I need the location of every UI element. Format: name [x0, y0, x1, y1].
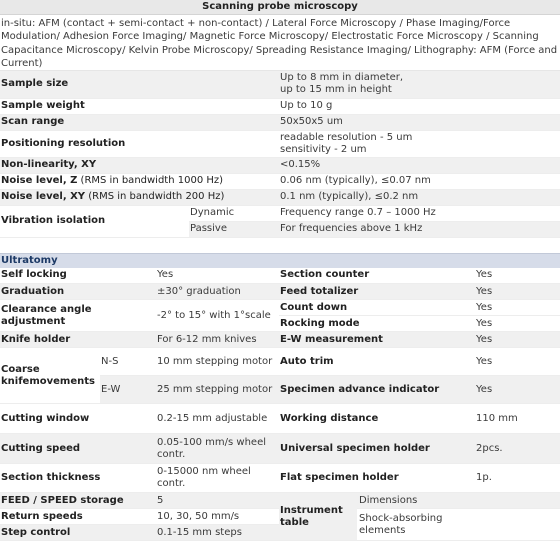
- spec-label: Section counter: [279, 268, 474, 284]
- spec-label: Instrument table: [279, 493, 357, 541]
- spec-label: Noise level, XY (RMS in bandwidth 200 Hz): [0, 189, 278, 205]
- spec-label: Feed totalizer: [279, 284, 474, 300]
- spec-value: Yes: [474, 284, 560, 300]
- spec-label: Positioning resolution: [0, 130, 278, 157]
- spec-label: Count down: [279, 300, 474, 316]
- spec-label: Sample size: [0, 71, 278, 98]
- spec-value: For frequencies above 1 kHz: [278, 221, 560, 237]
- page-title: Scanning probe microscopy: [0, 0, 560, 15]
- spec-value: 0.06 nm (typically), ≤0.07 nm: [278, 173, 560, 189]
- spec-label: Step control: [0, 525, 155, 541]
- spec-value: Yes: [474, 332, 560, 348]
- spec-sublabel: Dimensions: [357, 493, 474, 509]
- spec-value: For 6-12 mm knives: [155, 332, 279, 348]
- spec-label: Cutting window: [0, 404, 155, 434]
- spec-label: Universal specimen holder: [279, 434, 474, 464]
- spec-label: Coarse knifemovements: [0, 348, 100, 404]
- spec-value: 0.1-15 mm steps: [155, 525, 279, 541]
- spec-value: 10, 30, 50 mm/s: [155, 509, 279, 525]
- spec-label: Clearance angle adjustment: [0, 300, 155, 332]
- section-heading-ultratomy: Ultratomy: [0, 253, 560, 268]
- spec-value: 0.2-15 mm adjustable: [155, 404, 279, 434]
- spec-sublabel: N-S: [100, 348, 155, 376]
- spec-value: Yes: [155, 268, 279, 284]
- spec-sublabel: Dynamic: [189, 205, 278, 221]
- spec-label: Specimen advance indicator: [279, 376, 474, 404]
- spec-value: Up to 8 mm in diameter, up to 15 mm in height: [278, 71, 560, 98]
- spec-sublabel: Passive: [189, 221, 278, 237]
- spec-value: 0-15000 nm wheel contr.: [155, 464, 279, 493]
- spec-value: 0.1 nm (typically), ≤0.2 nm: [278, 189, 560, 205]
- spec-label: Working distance: [279, 404, 474, 434]
- spec-label: Scan range: [0, 114, 278, 130]
- spec-label: Non-linearity, XY: [0, 157, 278, 173]
- spec-value: [474, 509, 560, 541]
- spm-spec-table: [0, 71, 560, 238]
- spec-value: 1p.: [474, 464, 560, 493]
- spec-value: 2pcs.: [474, 434, 560, 464]
- spec-label: Sample weight: [0, 98, 278, 114]
- spec-label: Return speeds: [0, 509, 155, 525]
- spec-label: Auto trim: [279, 348, 474, 376]
- spec-value: Yes: [474, 300, 560, 316]
- spec-sublabel: Shock-absorbing elements: [357, 509, 474, 541]
- spec-value: Yes: [474, 376, 560, 404]
- spec-value: [474, 493, 560, 509]
- spec-sublabel: E-W: [100, 376, 155, 404]
- spec-label: Flat specimen holder: [279, 464, 474, 493]
- spec-value: readable resolution - 5 um sensitivity - 2 um: [278, 130, 560, 157]
- spec-value: <0.15%: [278, 157, 560, 173]
- spec-value: Yes: [474, 316, 560, 332]
- spec-value: 5: [155, 493, 279, 509]
- spec-label: Vibration isolation: [0, 205, 189, 237]
- spec-value: 50x50x5 um: [278, 114, 560, 130]
- spec-label: Cutting speed: [0, 434, 155, 464]
- spec-label: FEED / SPEED storage: [0, 493, 155, 509]
- spec-label: E-W measurement: [279, 332, 474, 348]
- intro-text: in-situ: AFM (contact + semi-contact + non-contact) / Lateral Force Microscopy / Phase Imaging/Force Modulation/ Adhesion Force Imaging/ Magnetic Force Microscopy/ Electrostatic Force Microscopy / Scanning Capacitance Microscopy/ Kelvin Probe Microscopy/ Spreading Resistance Imaging/ Lithography: AFM (Force and Current): [0, 15, 560, 71]
- spec-value: Frequency range 0.7 – 1000 Hz: [278, 205, 560, 221]
- spec-label: Self locking: [0, 268, 155, 284]
- spec-value: Yes: [474, 348, 560, 376]
- spec-value: Up to 10 g: [278, 98, 560, 114]
- spec-value: 110 mm: [474, 404, 560, 434]
- spec-value: 0.05-100 mm/s wheel contr.: [155, 434, 279, 464]
- spec-label: Graduation: [0, 284, 155, 300]
- spec-label: Noise level, Z (RMS in bandwidth 1000 Hz): [0, 173, 278, 189]
- spec-value: ±30° graduation: [155, 284, 279, 300]
- spec-value: Yes: [474, 268, 560, 284]
- spec-label: Section thickness: [0, 464, 155, 493]
- spec-value: 10 mm stepping motor: [155, 348, 279, 376]
- spec-value: 25 mm stepping motor: [155, 376, 279, 404]
- spec-label: Knife holder: [0, 332, 155, 348]
- spec-label: Rocking mode: [279, 316, 474, 332]
- ultratomy-spec-table: [0, 268, 560, 542]
- spec-value: -2° to 15° with 1°scale: [155, 300, 279, 332]
